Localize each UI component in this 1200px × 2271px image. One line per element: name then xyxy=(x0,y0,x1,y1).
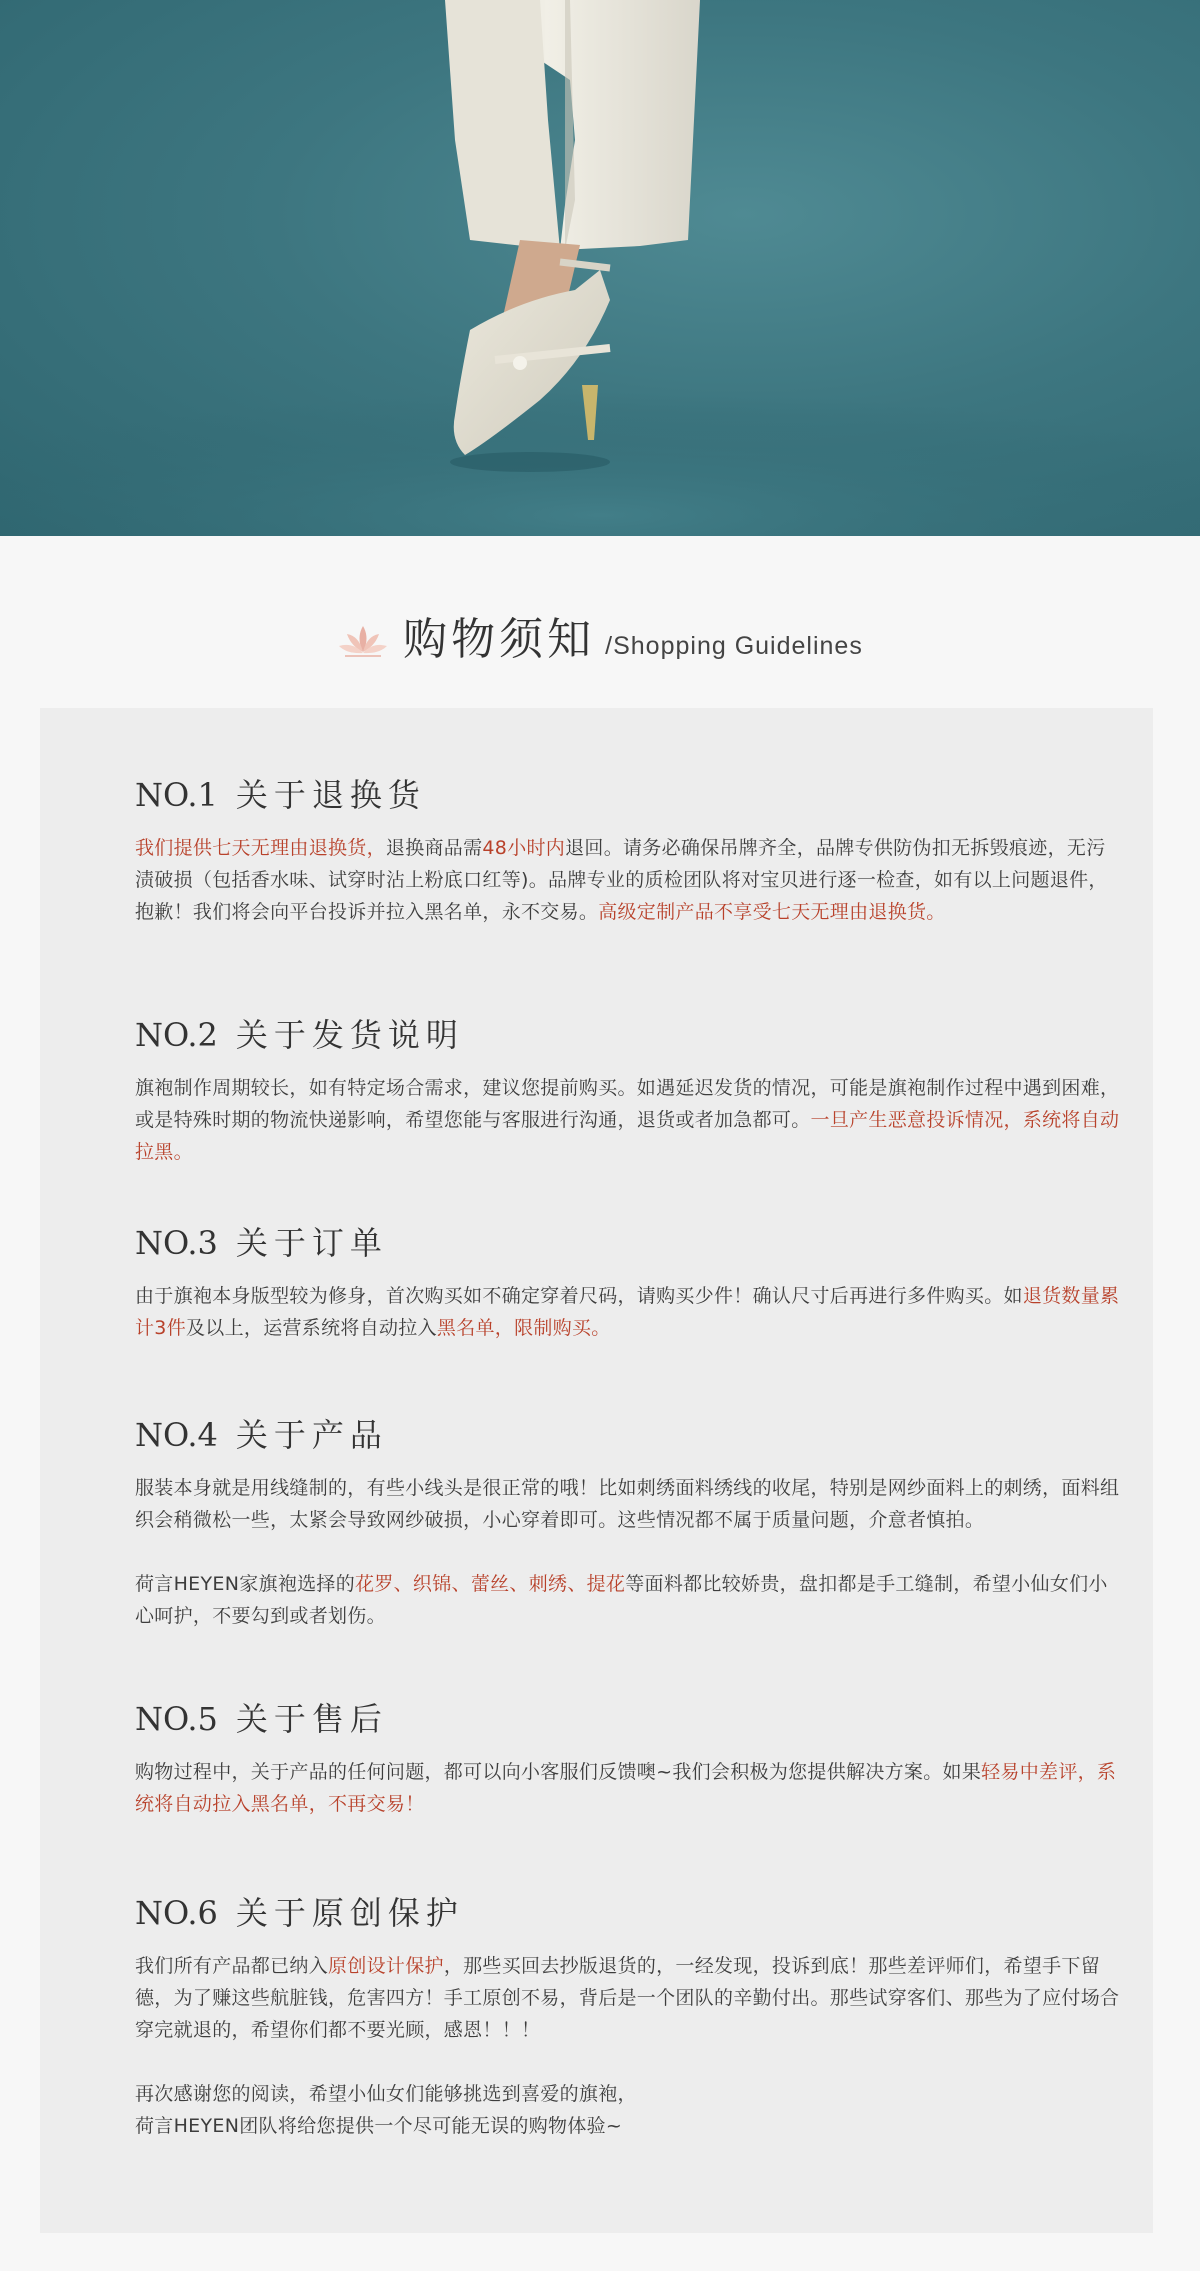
guidelines-title-en: /Shopping Guidelines xyxy=(605,632,863,660)
section-orders xyxy=(135,1222,1121,1344)
highlighted-text: 花罗、织锦、蕾丝、刺绣、提花 xyxy=(355,1573,626,1595)
paragraph-text: ，那些买回去抄版退货的，一经发现，投诉到底！那些差评师们，希望手下留德，为了赚这些航脏钱，危害四方！手工原创不易，背后是一个团队的辛勤付出。那些试穿客们、那些为了应付场合穿完就退的，希望你们都不要光顾，感恩！！！ xyxy=(135,1955,1120,2041)
section-number: NO.5 xyxy=(135,1700,218,1738)
paragraph-text: 服装本身就是用线缝制的，有些小线头是很正常的哦！比如刺绣面料绣线的收尾，特别是网纱面料上的刺绣，面料组织会稍微松一些，太紧会导致网纱破损，小心穿着即可。这些情况都不属于质量问题，介意者慎拍。 xyxy=(135,1477,1120,1531)
paragraph-text: 再次感谢您的阅读，希望小仙女们能够挑选到喜爱的旗袍， xyxy=(135,2083,637,2105)
section-number: NO.4 xyxy=(135,1416,218,1454)
product-photo xyxy=(0,0,1200,536)
highlighted-text: 一旦产生恶意投诉情况，系统将自动拉黑。 xyxy=(135,1109,1120,1163)
highlighted-text: 48小时内 xyxy=(482,837,566,859)
section-heading: 关于售后 xyxy=(235,1700,388,1738)
section-paragraph xyxy=(135,832,1121,928)
highlighted-text: 我们提供七天无理由退换货， xyxy=(135,837,386,859)
section-number: NO.2 xyxy=(135,1016,218,1054)
section-heading: 关于发货说明 xyxy=(235,1016,464,1054)
section-number: NO.1 xyxy=(135,776,218,814)
guidelines-heading xyxy=(0,612,1200,672)
section-paragraph xyxy=(135,1756,1121,1820)
section-number: NO.6 xyxy=(135,1894,218,1932)
section-title xyxy=(135,1698,1121,1740)
section-paragraph xyxy=(135,1950,1121,2046)
highlighted-text: 轻易中差评，系统将自动拉入黑名单，不再交易！ xyxy=(135,1761,1117,1815)
section-products xyxy=(135,1414,1121,1632)
section-paragraph xyxy=(135,1568,1121,1632)
paragraph-text: 荷言HEYEN团队将给您提供一个尽可能无误的购物体验~ xyxy=(135,2115,623,2137)
highlighted-text: 原创设计保护 xyxy=(328,1955,444,1977)
paragraph-text: 及以上，运营系统将自动拉入 xyxy=(186,1317,437,1339)
lotus-icon xyxy=(337,620,389,660)
highlighted-text: 黑名单，限制购买。 xyxy=(436,1317,611,1339)
paragraph-text: 旗袍制作周期较长，如有特定场合需求，建议您提前购买。如遇延迟发货的情况，可能是旗袍制作过程中遇到困难，或是特殊时期的物流快递影响，希望您能与客服进行沟通，退货或者加急都可。 xyxy=(135,1077,1120,1131)
section-title xyxy=(135,1414,1121,1456)
section-paragraph xyxy=(135,1072,1121,1168)
guidelines-title-cn: 购物须知 xyxy=(403,614,596,665)
highlighted-text: 高级定制产品不享受七天无理由退换货。 xyxy=(598,901,946,923)
section-paragraph xyxy=(135,1472,1121,1536)
section-title xyxy=(135,1892,1121,1934)
paragraph-text: 由于旗袍本身版型较为修身，首次购买如不确定穿着尺码，请购买少件！确认尺寸后再进行多件购买。如 xyxy=(135,1285,1023,1307)
guidelines-card xyxy=(40,708,1153,2233)
section-paragraph xyxy=(135,1280,1121,1344)
section-shipping xyxy=(135,1014,1121,1168)
section-heading: 关于退换货 xyxy=(235,776,426,814)
section-heading: 关于原创保护 xyxy=(235,1894,464,1932)
model-legs-illustration xyxy=(0,0,1200,536)
section-title xyxy=(135,1014,1121,1056)
paragraph-text: 购物过程中，关于产品的任何问题，都可以向小客服们反馈噢~我们会积极为您提供解决方案。如果 xyxy=(135,1761,982,1783)
paragraph-text: 退换商品需 xyxy=(385,837,483,859)
paragraph-text: 等面料都比较娇贵，盘扣都是手工缝制，希望小仙女们小心呵护，不要勾到或者划伤。 xyxy=(135,1573,1108,1627)
section-title xyxy=(135,774,1121,816)
section-paragraph xyxy=(135,2078,1121,2142)
paragraph-text: 我们所有产品都已纳入 xyxy=(135,1955,329,1977)
section-after-sales xyxy=(135,1698,1121,1820)
section-heading: 关于产品 xyxy=(235,1416,388,1454)
section-returns xyxy=(135,774,1121,928)
section-originality xyxy=(135,1892,1121,2142)
highlighted-text: 退货数量累计3件 xyxy=(135,1285,1120,1339)
paragraph-text: 荷言HEYEN家旗袍选择的 xyxy=(135,1573,356,1595)
section-heading: 关于订单 xyxy=(235,1224,388,1262)
paragraph-text: 退回。请务必确保吊牌齐全，品牌专供防伪扣无拆毁痕迹，无污渍破损（包括香水味、试穿时沾上粉底口红等)。品牌专业的质检团队将对宝贝进行逐一检查，如有以上问题退件，抱歉！我们将会向平台投诉并拉入黑名单，永不交易。 xyxy=(135,837,1108,923)
section-title xyxy=(135,1222,1121,1264)
section-number: NO.3 xyxy=(135,1224,218,1262)
